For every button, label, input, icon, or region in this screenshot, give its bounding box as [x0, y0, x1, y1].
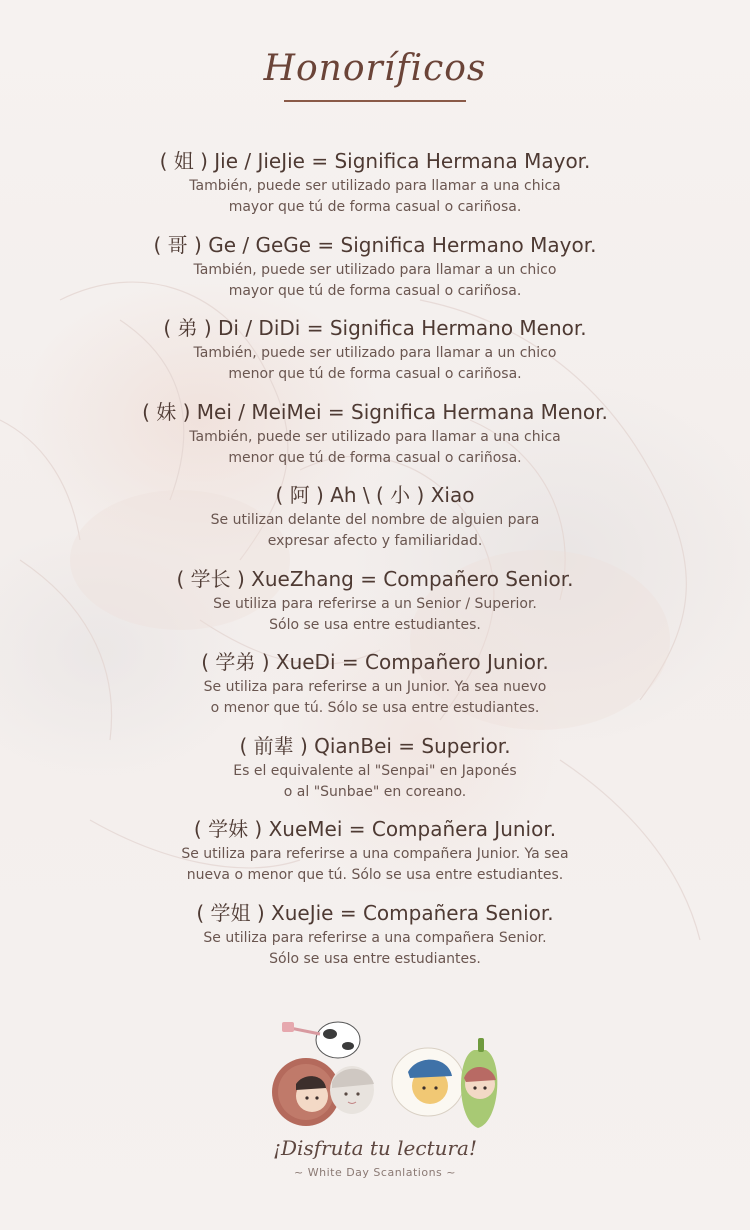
honorific-entry — [0, 146, 750, 230]
honorific-description-line: También, puede ser utilizado para llamar a una chica — [189, 178, 561, 194]
honorific-description-line: o al "Sunbae" en coreano. — [283, 783, 467, 800]
honorific-entry — [0, 313, 750, 397]
honorific-entry — [0, 564, 750, 648]
honorific-description-line: Se utiliza para referirse a una compañera Junior. Ya sea — [181, 846, 569, 862]
honorific-entry — [0, 397, 750, 481]
honorific-description-line: mayor que tú de forma casual o cariñosa. — [228, 199, 522, 215]
honorific-description-line: Se utilizan delante del nombre de alguien para — [210, 512, 540, 528]
honorific-entry — [0, 230, 750, 314]
pepper-character-icon — [461, 1038, 497, 1128]
honorific-description-line: menor que tú de forma casual o cariñosa. — [228, 366, 522, 382]
cow-character-icon — [282, 1022, 360, 1058]
honorific-description-line: También, puede ser utilizado para llamar a un chico — [193, 345, 557, 361]
egg-character-icon — [392, 1048, 464, 1116]
honorific-description-line: También, puede ser utilizado para llamar a una chica — [189, 428, 561, 445]
blonde-boy-character-icon — [330, 1066, 374, 1114]
honorific-title: ( 妹 ) Mei / MeiMei = Significa Hermana Menor. — [142, 399, 608, 424]
honorific-entry — [0, 647, 750, 731]
honorific-description-line: mayor que tú de forma casual o cariñosa. — [228, 282, 522, 299]
honorific-description-line: nueva o menor que tú. Sólo se usa entre estudiantes. — [186, 867, 564, 883]
honorific-title: ( 学姐 ) XueJie = Compañera Senior. — [196, 900, 554, 925]
honorifics-list — [0, 146, 750, 981]
scanlation-credit: ~ White Day Scanlations ~ — [294, 1166, 456, 1179]
honorific-description-line: Sólo se usa entre estudiantes. — [269, 616, 481, 633]
honorific-description-line: o menor que tú. Sólo se usa entre estudiantes. — [210, 700, 540, 716]
honorific-title: ( 学妹 ) XueMei = Compañera Junior. — [193, 817, 557, 841]
honorific-title: ( 阿 ) Ah \ ( 小 ) Xiao — [275, 483, 475, 507]
honorific-description-line: expresar afecto y familiaridad. — [267, 533, 483, 549]
honorific-description-line: Se utiliza para referirse a una compañera Senior. — [203, 929, 547, 946]
chibi-mascots-illustration — [260, 1010, 510, 1150]
donut-character-icon — [272, 1058, 340, 1126]
honorific-entry — [0, 814, 750, 898]
title-underline — [284, 100, 466, 102]
honorific-title: ( 学弟 ) XueDi = Compañero Junior. — [201, 650, 549, 674]
honorific-title: ( 姐 ) Jie / JieJie = Significa Hermana Mayor. — [159, 149, 591, 173]
honorific-description-line: Sólo se usa entre estudiantes. — [269, 950, 481, 967]
honorific-description-line: Se utiliza para referirse a un Senior / Superior. — [213, 595, 537, 612]
honorific-description-line: Se utiliza para referirse a un Junior. Ya sea nuevo — [203, 679, 547, 695]
honorific-description-line: Es el equivalente al "Senpai" en Japonés — [233, 762, 517, 779]
page-title: Honoríficos — [263, 48, 487, 89]
honorific-title: ( 学长 ) XueZhang = Compañero Senior. — [176, 566, 574, 591]
honorific-title: ( 弟 ) Di / DiDi = Significa Hermano Menor. — [163, 316, 587, 340]
honorific-description-line: menor que tú de forma casual o cariñosa. — [228, 449, 522, 466]
enjoy-reading-caption: ¡Disfruta tu lectura! — [272, 1136, 478, 1160]
honorific-entry — [0, 731, 750, 815]
honorific-entry — [0, 898, 750, 982]
honorific-entry — [0, 480, 750, 564]
honorific-title: ( 哥 ) Ge / GeGe = Significa Hermano Mayor. — [153, 232, 597, 257]
honorific-description-line: También, puede ser utilizado para llamar a un chico — [193, 261, 557, 278]
honorific-title: ( 前辈 ) QianBei = Superior. — [239, 733, 511, 758]
